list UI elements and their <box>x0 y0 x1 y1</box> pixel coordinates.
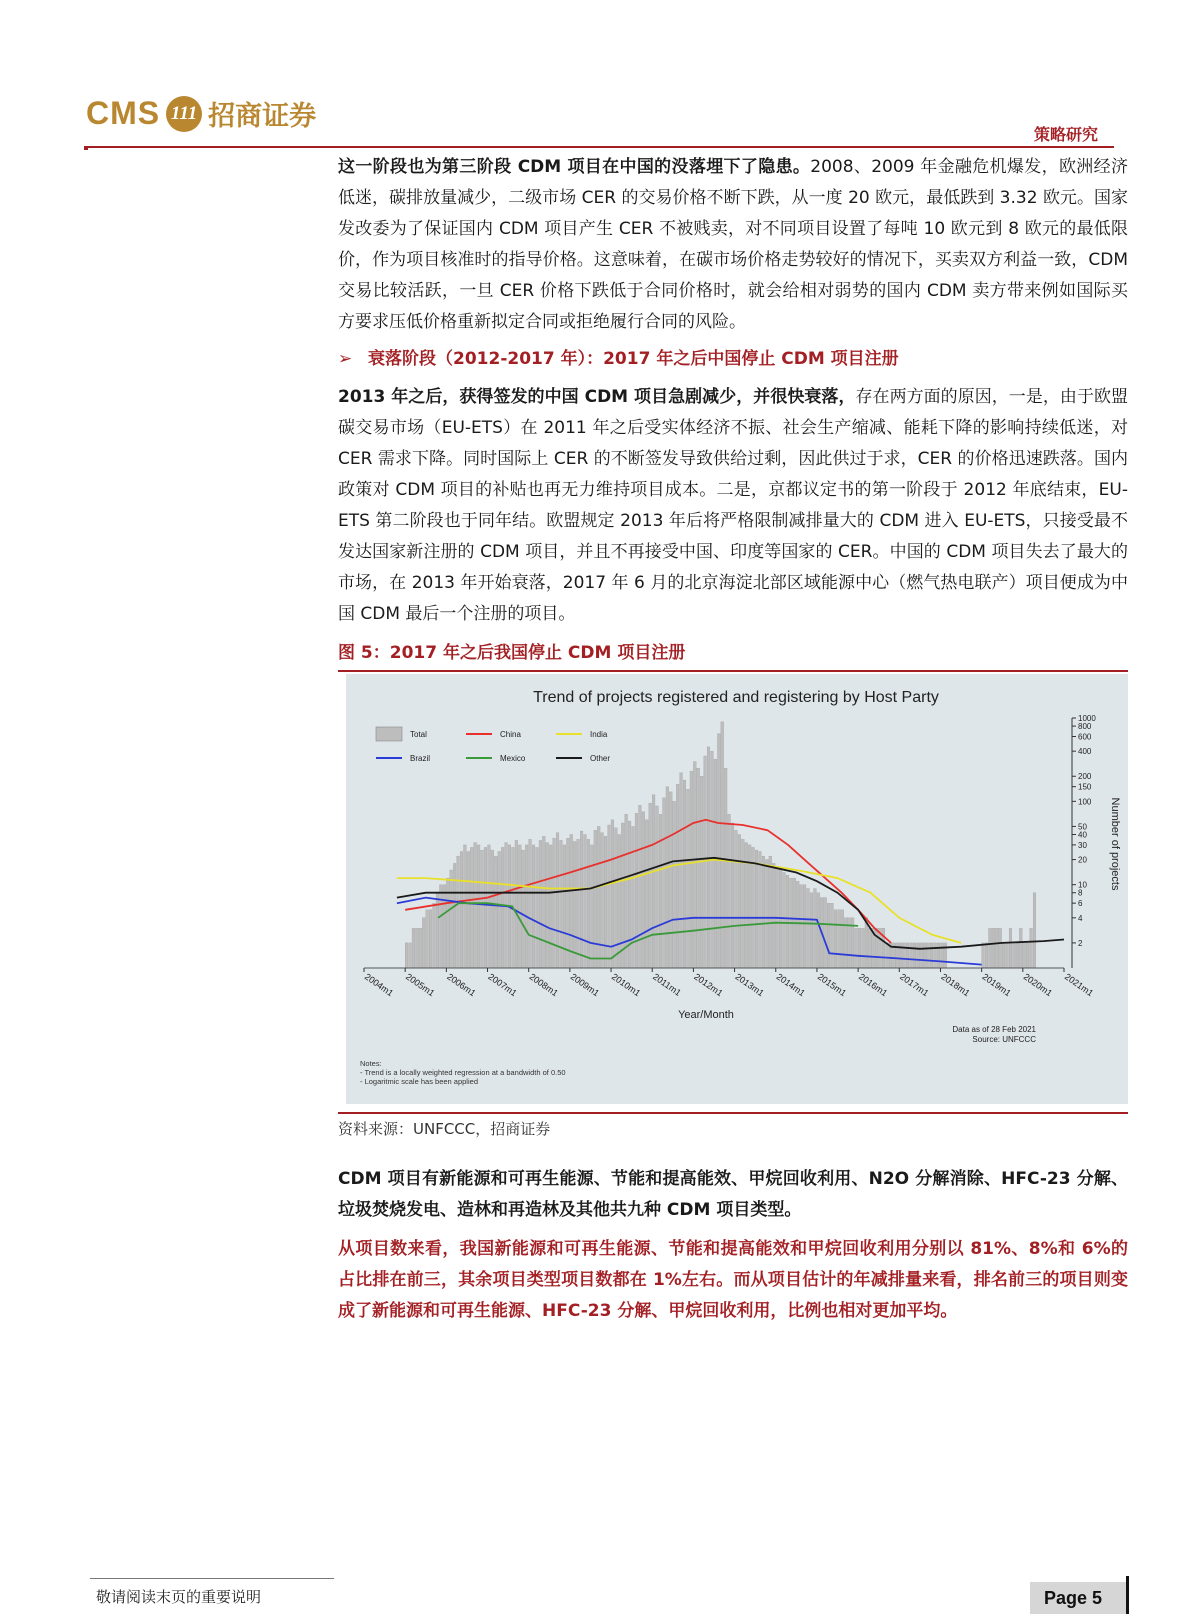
legend-label: China <box>500 730 521 739</box>
total-bar <box>601 833 604 968</box>
total-bar <box>467 852 470 968</box>
total-bar <box>412 928 415 968</box>
total-bar <box>721 722 724 968</box>
total-bar <box>618 834 621 968</box>
report-body <box>338 152 1128 1327</box>
report-section-label: 策略研究 <box>1033 125 1098 144</box>
total-bar <box>1009 928 1012 968</box>
total-bar <box>477 845 480 968</box>
total-bar <box>817 893 820 968</box>
total-bar <box>1016 943 1019 968</box>
total-bar <box>584 834 587 968</box>
total-bar <box>439 885 442 968</box>
total-bar <box>841 910 844 968</box>
page-number-bar <box>1126 1576 1129 1614</box>
x-tick-label: 2007m1 <box>486 971 519 999</box>
notes-line: - Trend is a locally weighted regression at a bandwidth of 0.50 <box>360 1068 566 1077</box>
total-bar <box>470 847 473 968</box>
total-bar <box>494 856 497 968</box>
total-bar <box>553 838 556 968</box>
total-bar <box>755 850 758 968</box>
x-tick-label: 2015m1 <box>815 971 849 999</box>
total-bar <box>652 795 655 968</box>
trend-chart <box>346 674 1128 1104</box>
x-tick-label: 2010m1 <box>609 971 643 999</box>
total-bar <box>659 814 662 968</box>
total-bar <box>916 943 919 968</box>
y-tick-label: 10 <box>1078 880 1087 890</box>
total-bar <box>1030 928 1033 968</box>
total-bar <box>481 850 484 968</box>
total-bar <box>549 845 552 968</box>
total-bar <box>604 836 607 968</box>
total-bar <box>522 850 525 968</box>
total-bar <box>1023 943 1026 968</box>
total-bar <box>800 885 803 968</box>
total-bar <box>886 943 889 968</box>
total-bar <box>831 903 834 968</box>
legend-label: India <box>590 730 608 739</box>
total-bar <box>426 910 429 968</box>
x-tick-label: 2013m1 <box>733 971 766 999</box>
total-bar <box>735 830 738 968</box>
total-bar <box>910 943 913 968</box>
total-bar <box>405 943 408 968</box>
x-axis <box>363 968 1095 998</box>
total-bar <box>714 759 717 968</box>
total-bar <box>934 943 937 968</box>
total-bar <box>491 850 494 968</box>
total-bar <box>656 806 659 968</box>
total-bar <box>796 881 799 968</box>
header-divider-mark <box>84 146 88 150</box>
x-tick-label: 2017m1 <box>898 971 931 999</box>
total-bar <box>772 863 775 968</box>
x-tick-label: 2009m1 <box>568 971 602 999</box>
chart-notes <box>360 1059 566 1086</box>
total-bar <box>597 826 600 968</box>
chart-panel <box>346 674 1128 1104</box>
total-bar <box>1006 943 1009 968</box>
total-bar <box>422 918 425 968</box>
x-tick-label: 2014m1 <box>774 971 808 999</box>
y-axis-label: Number of projects <box>1109 797 1121 891</box>
y-tick-label: 4 <box>1078 913 1083 923</box>
logo-badge-icon: 111 <box>166 96 202 132</box>
total-bar <box>614 828 617 968</box>
total-bar <box>717 734 720 968</box>
total-bar <box>687 789 690 968</box>
paragraph-2 <box>338 382 1128 630</box>
x-tick-label: 2005m1 <box>404 971 437 999</box>
page-number: Page 5 <box>1044 1588 1103 1608</box>
total-bar <box>673 801 676 968</box>
total-bar <box>635 813 638 968</box>
total-bar <box>827 903 830 968</box>
legend-label: Other <box>590 754 611 763</box>
total-bar <box>663 798 666 968</box>
legend-swatch-total <box>376 727 402 741</box>
paragraph-2-lead: 2013 年之后，获得签发的中国 CDM 项目急剧减少，并很快衰落， <box>338 387 856 407</box>
total-bar <box>642 812 645 968</box>
total-bar <box>690 771 693 968</box>
total-bar <box>443 885 446 968</box>
total-bar <box>680 773 683 968</box>
notes-line: - Logaritmic scale has been applied <box>360 1077 478 1086</box>
total-bar <box>693 762 696 968</box>
total-bar <box>669 792 672 968</box>
total-bar <box>731 823 734 968</box>
total-bar <box>697 768 700 968</box>
total-bar <box>920 943 923 968</box>
logo-chinese-text: 招商证券 <box>208 101 317 132</box>
total-bar <box>927 943 930 968</box>
x-tick-label: 2016m1 <box>856 971 890 999</box>
total-bar <box>532 845 535 968</box>
paragraph-1-lead: 这一阶段也为第三阶段 CDM 项目在中国的没落埋下了隐患。 <box>338 157 811 177</box>
total-bar <box>940 943 943 968</box>
x-tick-label: 2021m1 <box>1062 971 1096 999</box>
company-logo <box>86 94 316 133</box>
x-axis-label: Year/Month <box>678 1009 734 1021</box>
total-bar <box>498 852 501 968</box>
y-tick-label: 400 <box>1078 747 1092 757</box>
total-bar <box>488 845 491 968</box>
paragraph-2-text: 存在两方面的原因，一是，由于欧盟碳交易市场（EU-ETS）在 2011 年之后受实体经济不振、社会生产缩减、能耗下降的影响持续低迷，对 CER 需求下降。同时国际上 CER 的不断签发导致供给过剩，因此供过于求，CER 的价格迅速跌落。国内政策对 CDM 项目的补贴也再无力维持项目成本。二是，京都议定书的第一阶段于 2012 年底结束，EU-ETS 第二阶段也于同年结。欧盟规定 2013 年后将严格限制减排量大的 CDM 进入 EU-ETS，只接受最不发达国家新注册的 CDM 项目，并且不再接受中国、印度等国家的 CER。中国的 CDM 项目失去了最大的市场，在 2013 年开始衰落，2017 年 6 月的北京海淀北部区域能源中心（燃气热电联产）项目便成为中国 CDM 最后一个注册的项目。 <box>338 387 1129 624</box>
y-tick-label: 100 <box>1078 797 1092 807</box>
total-bar <box>759 852 762 968</box>
x-tick-label: 2018m1 <box>939 971 972 999</box>
total-bar <box>741 839 744 968</box>
y-tick-label: 2 <box>1078 938 1083 948</box>
total-bar <box>1033 893 1036 968</box>
total-bar <box>556 833 559 968</box>
y-tick-label: 40 <box>1078 830 1087 840</box>
total-bar <box>807 888 810 968</box>
total-bar <box>999 928 1002 968</box>
total-bar <box>649 803 652 968</box>
total-bar <box>415 928 418 968</box>
y-tick-label: 150 <box>1078 782 1092 792</box>
total-bar <box>989 928 992 968</box>
total-bar <box>621 823 624 968</box>
figure-frame <box>338 670 1128 1114</box>
total-bar <box>577 839 580 968</box>
total-bar <box>724 768 727 968</box>
total-bar <box>409 943 412 968</box>
total-bar <box>982 943 985 968</box>
total-bar <box>913 943 916 968</box>
total-bar <box>783 872 786 968</box>
total-bar <box>433 903 436 968</box>
total-bar <box>484 847 487 968</box>
total-bar <box>728 814 731 968</box>
total-bar <box>752 847 755 968</box>
chart-title: Trend of projects registered and registering by Host Party <box>533 689 939 706</box>
total-bar <box>676 784 679 968</box>
total-bar <box>474 843 477 968</box>
total-bar <box>573 841 576 968</box>
x-tick-label: 2012m1 <box>692 971 725 999</box>
x-tick-label: 2019m1 <box>980 971 1013 999</box>
total-bar <box>525 845 528 968</box>
total-bar <box>824 898 827 968</box>
x-tick-label: 2006m1 <box>445 971 478 999</box>
y-tick-label: 1000 <box>1078 714 1096 723</box>
total-bar <box>937 943 940 968</box>
paragraph-4: 从项目数来看，我国新能源和可再生能源、节能和提高能效和甲烷回收利用分别以 81%、8%和 6%的占比排在前三，其余项目类型项目数都在 1%左右。而从项目估计的年减排量来看，排名前三的项目则变成了新能源和可再生能源、HFC-23 分解、甲烷回收利用，比例也相对更加平均。 <box>338 1239 1128 1321</box>
total-bar <box>995 928 998 968</box>
total-bar <box>560 840 563 968</box>
header-divider <box>84 146 1114 148</box>
total-bar <box>566 838 569 968</box>
legend-label: Total <box>410 730 427 739</box>
total-bar <box>738 834 741 968</box>
total-bar <box>779 870 782 968</box>
y-tick-label: 8 <box>1078 888 1083 898</box>
total-bar <box>1002 943 1005 968</box>
total-bar <box>518 845 521 968</box>
total-bar <box>529 839 532 968</box>
total-bar <box>985 943 988 968</box>
footer-divider <box>90 1578 334 1579</box>
total-bar <box>464 845 467 968</box>
total-bar <box>590 845 593 968</box>
y-axis <box>1072 714 1096 968</box>
total-bar <box>625 814 628 968</box>
y-tick-label: 200 <box>1078 772 1092 782</box>
x-tick-label: 2020m1 <box>1021 971 1055 999</box>
total-bar <box>542 836 545 968</box>
paragraph-1-text: 2008、2009 年金融危机爆发，欧洲经济低迷，碳排放量减少，二级市场 CER 的交易价格不断下跌，从一度 20 欧元，最低跌到 3.32 欧元。国家发改委为了保证国内 CDM 项目产生 CER 不被贱卖，对不同项目设置了每吨 10 欧元到 8 欧元的最低限价，作为项目核准时的指导价格。这意味着，在碳市场价格走势较好的情况下，买卖双方利益一致，CDM 交易比较活跃，一旦 CER 价格下跌低于合同价格时，就会给相对弱势的国内 CDM 卖方带来例如国际买方要求压低价格重新拟定合同或拒绝履行合同的风险。 <box>338 157 1128 332</box>
total-bar <box>536 847 539 968</box>
total-bar <box>546 843 549 968</box>
total-bar <box>700 776 703 968</box>
y-tick-label: 30 <box>1078 840 1087 850</box>
total-bar <box>1026 943 1029 968</box>
section-bullet <box>338 344 1128 374</box>
total-bar <box>639 805 642 968</box>
total-bar <box>446 878 449 968</box>
x-tick-label: 2004m1 <box>362 971 396 999</box>
annotation-line: Source: UNFCCC <box>972 1035 1036 1044</box>
total-bar <box>632 826 635 968</box>
total-bar <box>704 756 707 968</box>
paragraph-3: CDM 项目有新能源和可再生能源、节能和提高能效、甲烷回收利用、N2O 分解消除、HFC-23 分解、垃圾焚烧发电、造林和再造林及其他共九种 CDM 项目类型。 <box>338 1169 1128 1220</box>
total-bar <box>419 928 422 968</box>
total-bar <box>683 780 686 968</box>
total-bar <box>570 834 573 968</box>
figure-source: 资料来源：UNFCCC，招商证券 <box>338 1120 551 1138</box>
x-tick-label: 2011m1 <box>651 971 683 998</box>
footer-disclaimer: 敬请阅读末页的重要说明 <box>96 1588 262 1606</box>
total-bar <box>814 888 817 968</box>
total-bar <box>855 928 858 968</box>
total-bar <box>923 943 926 968</box>
chart-annotation <box>952 1025 1036 1044</box>
total-bar <box>762 856 765 968</box>
total-bar <box>868 928 871 968</box>
total-bar <box>666 787 669 968</box>
total-bar <box>810 893 813 968</box>
total-bar <box>930 943 933 968</box>
total-bar <box>803 885 806 968</box>
total-bar <box>834 910 837 968</box>
y-tick-label: 800 <box>1078 722 1092 732</box>
total-bar <box>1019 928 1022 968</box>
total-bar <box>453 863 456 968</box>
arrow-bullet-icon: ➢ <box>338 349 353 369</box>
total-bar <box>460 852 463 968</box>
y-tick-label: 600 <box>1078 732 1092 742</box>
total-bar <box>1013 943 1016 968</box>
total-bar <box>838 910 841 968</box>
legend-label: Mexico <box>500 754 526 763</box>
total-bar <box>875 928 878 968</box>
legend-label: Brazil <box>410 754 431 763</box>
x-tick-label: 2008m1 <box>527 971 560 999</box>
y-tick-label: 50 <box>1078 822 1087 832</box>
total-bar <box>765 860 768 968</box>
total-bar <box>429 910 432 968</box>
y-tick-label: 20 <box>1078 855 1087 865</box>
paragraph-1 <box>338 152 1128 338</box>
notes-line: Notes: <box>360 1059 382 1068</box>
total-bar <box>906 943 909 968</box>
total-bar <box>539 840 542 968</box>
total-bar <box>587 839 590 968</box>
logo-cms-text: CMS <box>86 95 161 131</box>
total-bar <box>594 830 597 968</box>
annotation-line: Data as of 28 Feb 2021 <box>952 1025 1036 1034</box>
section-bullet-text: 衰落阶段（2012-2017 年）：2017 年之后中国停止 CDM 项目注册 <box>368 349 899 369</box>
total-bar <box>501 847 504 968</box>
total-bar <box>450 870 453 968</box>
total-bar <box>992 928 995 968</box>
y-tick-label: 6 <box>1078 899 1083 909</box>
total-bar <box>645 820 648 968</box>
total-bar <box>858 928 861 968</box>
total-bar <box>786 875 789 968</box>
total-bar <box>457 856 460 968</box>
figure-title: 图 5：2017 年之后我国停止 CDM 项目注册 <box>338 643 686 663</box>
total-bar <box>862 928 865 968</box>
total-bar <box>580 831 583 968</box>
total-bar <box>515 840 518 968</box>
total-bar <box>769 856 772 968</box>
